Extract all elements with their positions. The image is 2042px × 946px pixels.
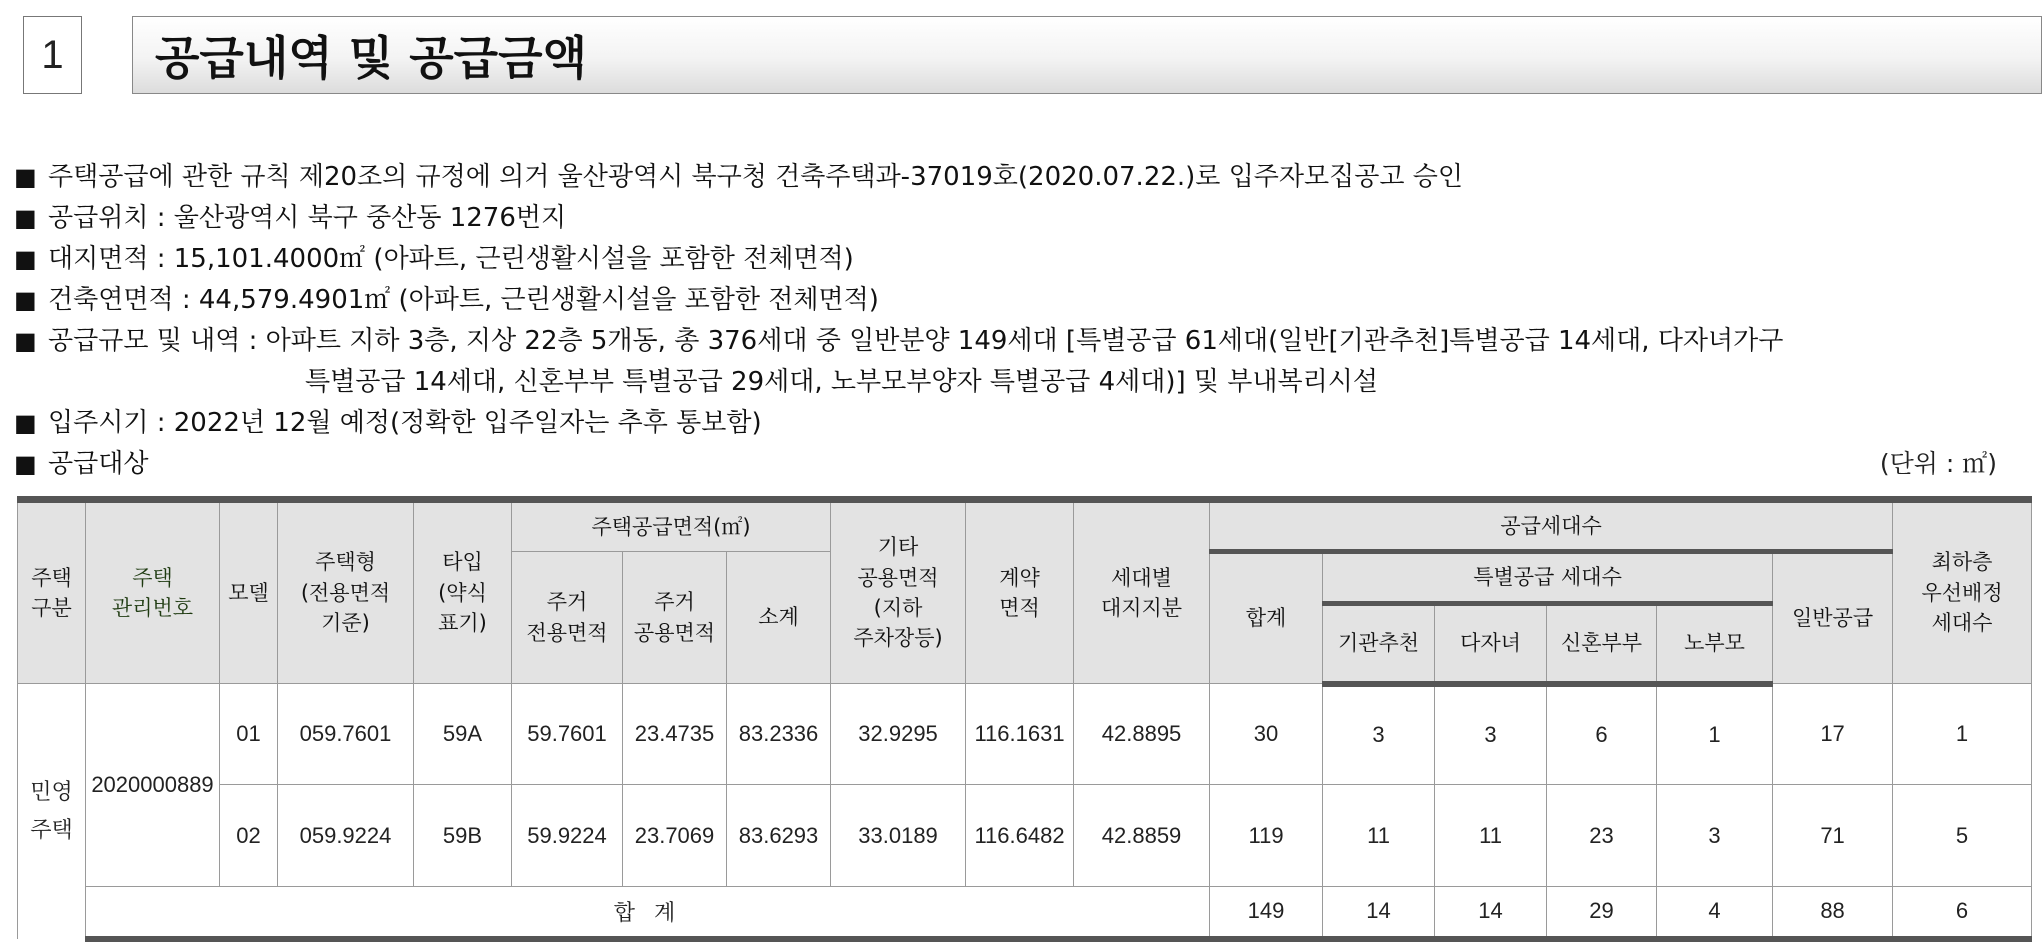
cell-sum-elderly: 4 — [1657, 886, 1773, 939]
bullet-floor-area: ■ 건축연면적 : 44,579.4901㎡ (아파트, 근린생활시설을 포함한 전체면적) — [14, 280, 879, 320]
header-supply-area: 주택공급면적(㎡) — [512, 500, 831, 552]
cell-general: 71 — [1773, 785, 1893, 886]
bullet-marker: ■ — [14, 327, 37, 355]
cell-model: 01 — [220, 684, 278, 785]
header-other-common: 기타 공용면적 (지하 주차장등) — [831, 500, 966, 684]
section-number: 1 — [23, 16, 82, 94]
cell-sum-general: 88 — [1773, 886, 1893, 939]
header-subtotal: 소계 — [727, 552, 831, 684]
header-contract-area: 계약 면적 — [966, 500, 1074, 684]
header-institution: 기관추천 — [1323, 604, 1435, 684]
cell-other-common: 33.0189 — [831, 785, 966, 886]
bullet-marker: ■ — [14, 450, 37, 478]
cell-exclusive: 59.9224 — [512, 785, 623, 886]
cell-total: 119 — [1210, 785, 1323, 886]
cell-subtotal: 83.6293 — [727, 785, 831, 886]
section-title: 공급내역 및 공급금액 — [132, 16, 2042, 94]
cell-other-common: 32.9295 — [831, 684, 966, 785]
cell-contract: 116.6482 — [966, 785, 1074, 886]
cell-total: 30 — [1210, 684, 1323, 785]
bullet-marker: ■ — [14, 163, 37, 191]
cell-sum-total: 149 — [1210, 886, 1323, 939]
bullet-marker: ■ — [14, 286, 37, 314]
cell-elderly: 3 — [1657, 785, 1773, 886]
header-households: 공급세대수 — [1210, 500, 1893, 552]
cell-type: 59A — [414, 684, 512, 785]
header-land-share: 세대별 대지지분 — [1074, 500, 1210, 684]
header-common: 주거 공용면적 — [623, 552, 727, 684]
cell-institution: 11 — [1323, 785, 1435, 886]
cell-housing-type: 민영 주택 — [18, 684, 86, 940]
cell-exclusive: 59.7601 — [512, 684, 623, 785]
cell-multi-child: 3 — [1435, 684, 1547, 785]
header-total: 합계 — [1210, 552, 1323, 684]
bullet-location: ■ 공급위치 : 울산광역시 북구 중산동 1276번지 — [14, 198, 566, 238]
cell-lowest: 5 — [1893, 785, 2032, 886]
bullet-land-area: ■ 대지면적 : 15,101.4000㎡ (아파트, 근린생활시설을 포함한 전체면적) — [14, 239, 854, 279]
cell-contract: 116.1631 — [966, 684, 1074, 785]
cell-common: 23.7069 — [623, 785, 727, 886]
bullet-target: ■ 공급대상 — [14, 444, 148, 484]
cell-multi-child: 11 — [1435, 785, 1547, 886]
header-type-abbr: 타입 (약식 표기) — [414, 500, 512, 684]
header-model: 모델 — [220, 500, 278, 684]
header-newlywed: 신혼부부 — [1547, 604, 1657, 684]
header-lowest-floor: 최하층 우선배정 세대수 — [1893, 500, 2032, 684]
bullet-marker: ■ — [14, 204, 37, 232]
cell-sum-institution: 14 — [1323, 886, 1435, 939]
header-special: 특별공급 세대수 — [1323, 552, 1773, 604]
cell-sum-multi-child: 14 — [1435, 886, 1547, 939]
table-row — [18, 684, 2032, 785]
cell-house-type: 059.9224 — [278, 785, 414, 886]
bullet-marker: ■ — [14, 245, 37, 273]
bullet-marker: ■ — [14, 409, 37, 437]
header-general: 일반공급 — [1773, 552, 1893, 684]
sum-row — [18, 886, 2032, 939]
cell-newlywed: 6 — [1547, 684, 1657, 785]
cell-common: 23.4735 — [623, 684, 727, 785]
supply-table — [17, 496, 2032, 942]
cell-mgmt-no: 2020000889 — [86, 684, 220, 887]
header-exclusive: 주거 전용면적 — [512, 552, 623, 684]
header-multi-child: 다자녀 — [1435, 604, 1547, 684]
bullet-scale-continuation: 특별공급 14세대, 신혼부부 특별공급 29세대, 노부모부양자 특별공급 4세대)] 및 부내복리시설 — [305, 367, 1378, 397]
header-house-type: 주택형 (전용면적 기준) — [278, 500, 414, 684]
table-row — [18, 785, 2032, 886]
header-housing-type: 주택 구분 — [18, 500, 86, 684]
cell-lowest: 1 — [1893, 684, 2032, 785]
cell-model: 02 — [220, 785, 278, 886]
cell-house-type: 059.7601 — [278, 684, 414, 785]
bullet-scale: ■ 공급규모 및 내역 : 아파트 지하 3층, 지상 22층 5개동, 총 376세대 중 일반분양 149세대 [특별공급 61세대(일반[기관추천]특별공급 14세대, 다자녀가구 — [14, 321, 1783, 361]
cell-elderly: 1 — [1657, 684, 1773, 785]
bullet-move-in: ■ 입주시기 : 2022년 12월 예정(정확한 입주일자는 추후 통보함) — [14, 403, 762, 443]
cell-sum-lowest: 6 — [1893, 886, 2032, 939]
cell-subtotal: 83.2336 — [727, 684, 831, 785]
cell-type: 59B — [414, 785, 512, 886]
cell-general: 17 — [1773, 684, 1893, 785]
cell-land-share: 42.8895 — [1074, 684, 1210, 785]
unit-note: (단위 : ㎡) — [1879, 449, 1997, 478]
cell-newlywed: 23 — [1547, 785, 1657, 886]
cell-sum-label: 합 계 — [86, 886, 1210, 939]
cell-institution: 3 — [1323, 684, 1435, 785]
cell-sum-newlywed: 29 — [1547, 886, 1657, 939]
cell-land-share: 42.8859 — [1074, 785, 1210, 886]
bullet-approval: ■ 주택공급에 관한 규칙 제20조의 규정에 의거 울산광역시 북구청 건축주택과-37019호(2020.07.22.)로 입주자모집공고 승인 — [14, 157, 1463, 197]
header-mgmt-no: 주택 관리번호 — [86, 500, 220, 684]
header-elderly: 노부모 — [1657, 604, 1773, 684]
